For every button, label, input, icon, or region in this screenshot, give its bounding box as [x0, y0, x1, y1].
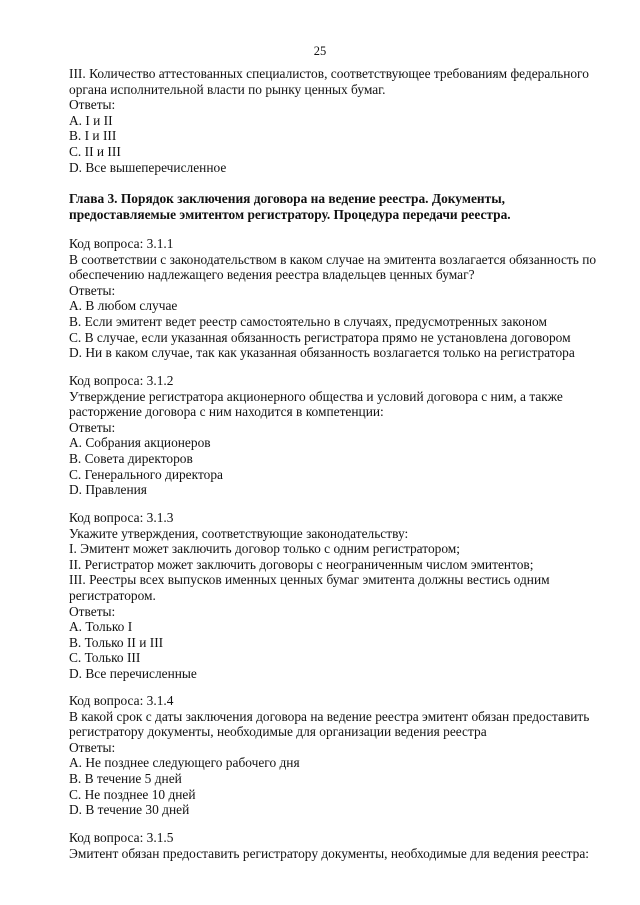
answer-option: B. I и III [69, 128, 117, 144]
answers-label: Ответы: [69, 419, 116, 435]
question-line: II. Регистратор может заключить договоры с неограниченным числом эмитентов; [69, 556, 534, 572]
answer-option: A. Не позднее следующего рабочего дня [69, 755, 300, 771]
chapter-heading [69, 191, 599, 222]
question-code: Код вопроса: 3.1.4 [69, 693, 174, 708]
question-block [69, 373, 599, 498]
answer-option: D. Ни в каком случае, так как указанная обязанность возлагается только на регистратора [69, 345, 575, 361]
chapter-title-line: Глава 3. Порядок заключения договора на ведение реестра. Документы, [69, 191, 505, 206]
question-code: Код вопроса: 3.1.5 [69, 830, 174, 845]
question-code: Код вопроса: 3.1.1 [69, 236, 174, 251]
question-line: органа исполнительной власти по рынку ценных бумаг. [69, 81, 386, 97]
answer-option: C. Только III [69, 650, 141, 666]
answers-label: Ответы: [69, 739, 116, 755]
answer-option: C. Генерального директора [69, 466, 223, 482]
question-code: Код вопроса: 3.1.3 [69, 510, 174, 525]
answer-option: B. Если эмитент ведет реестр самостоятельно в случаях, предусмотренных законом [69, 313, 547, 329]
answer-option: D. Правления [69, 482, 147, 498]
answer-option: C. II и III [69, 143, 121, 159]
answers-label: Ответы: [69, 97, 116, 113]
question-code: Код вопроса: 3.1.2 [69, 373, 174, 388]
question-block [69, 510, 599, 682]
answer-option: A. Только I [69, 619, 133, 635]
answer-option: A. Собрания акционеров [69, 435, 211, 451]
answer-option: A. I и II [69, 112, 113, 128]
answer-option: A. В любом случае [69, 298, 178, 314]
question-line: В какой срок с даты заключения договора на ведение реестра эмитент обязан предоставить [69, 708, 590, 724]
answer-option: D. В течение 30 дней [69, 802, 190, 818]
answer-option: B. Только II и III [69, 634, 164, 650]
question-block [69, 830, 599, 861]
answers-label: Ответы: [69, 282, 116, 298]
question-line: Утверждение регистратора акционерного общества и условий договора с ним, а также [69, 388, 563, 404]
answers-label: Ответы: [69, 603, 116, 619]
answer-option: C. Не позднее 10 дней [69, 786, 196, 802]
question-line: регистратору документы, необходимые для организации ведения реестра [69, 724, 487, 740]
question-line: обеспечению надлежащего ведения реестра владельцев ценных бумаг? [69, 267, 475, 283]
answer-option: D. Все перечисленные [69, 665, 197, 681]
question-line: III. Количество аттестованных специалистов, соответствующее требованиям федерального [69, 66, 589, 81]
question-line: расторжение договора с ним находится в компетенции: [69, 404, 384, 420]
answer-option: B. Совета директоров [69, 450, 193, 466]
question-line: I. Эмитент может заключить договор только с одним регистратором; [69, 541, 460, 557]
answer-option: C. В случае, если указанная обязанность регистратора прямо не установлена договором [69, 329, 571, 345]
question-line: III. Реестры всех выпусков именных ценных бумаг эмитента должны вестись одним [69, 572, 550, 588]
chapter-title-line: предоставляемые эмитентом регистратору. Процедура передачи реестра. [69, 206, 511, 222]
question-line: В соответствии с законодательством в каком случае на эмитента возлагается обязанность по [69, 251, 597, 267]
question-block [69, 236, 599, 361]
question-block [69, 693, 599, 818]
page-number: 25 [313, 44, 327, 58]
answer-option: D. Все вышеперечисленное [69, 159, 227, 175]
intro-block [69, 66, 599, 175]
question-line: Укажите утверждения, соответствующие законодательству: [69, 525, 409, 541]
question-line: регистратором. [69, 587, 156, 603]
answer-option: B. В течение 5 дней [69, 770, 182, 786]
question-line: Эмитент обязан предоставить регистратору документы, необходимые для ведения реестра: [69, 845, 590, 861]
